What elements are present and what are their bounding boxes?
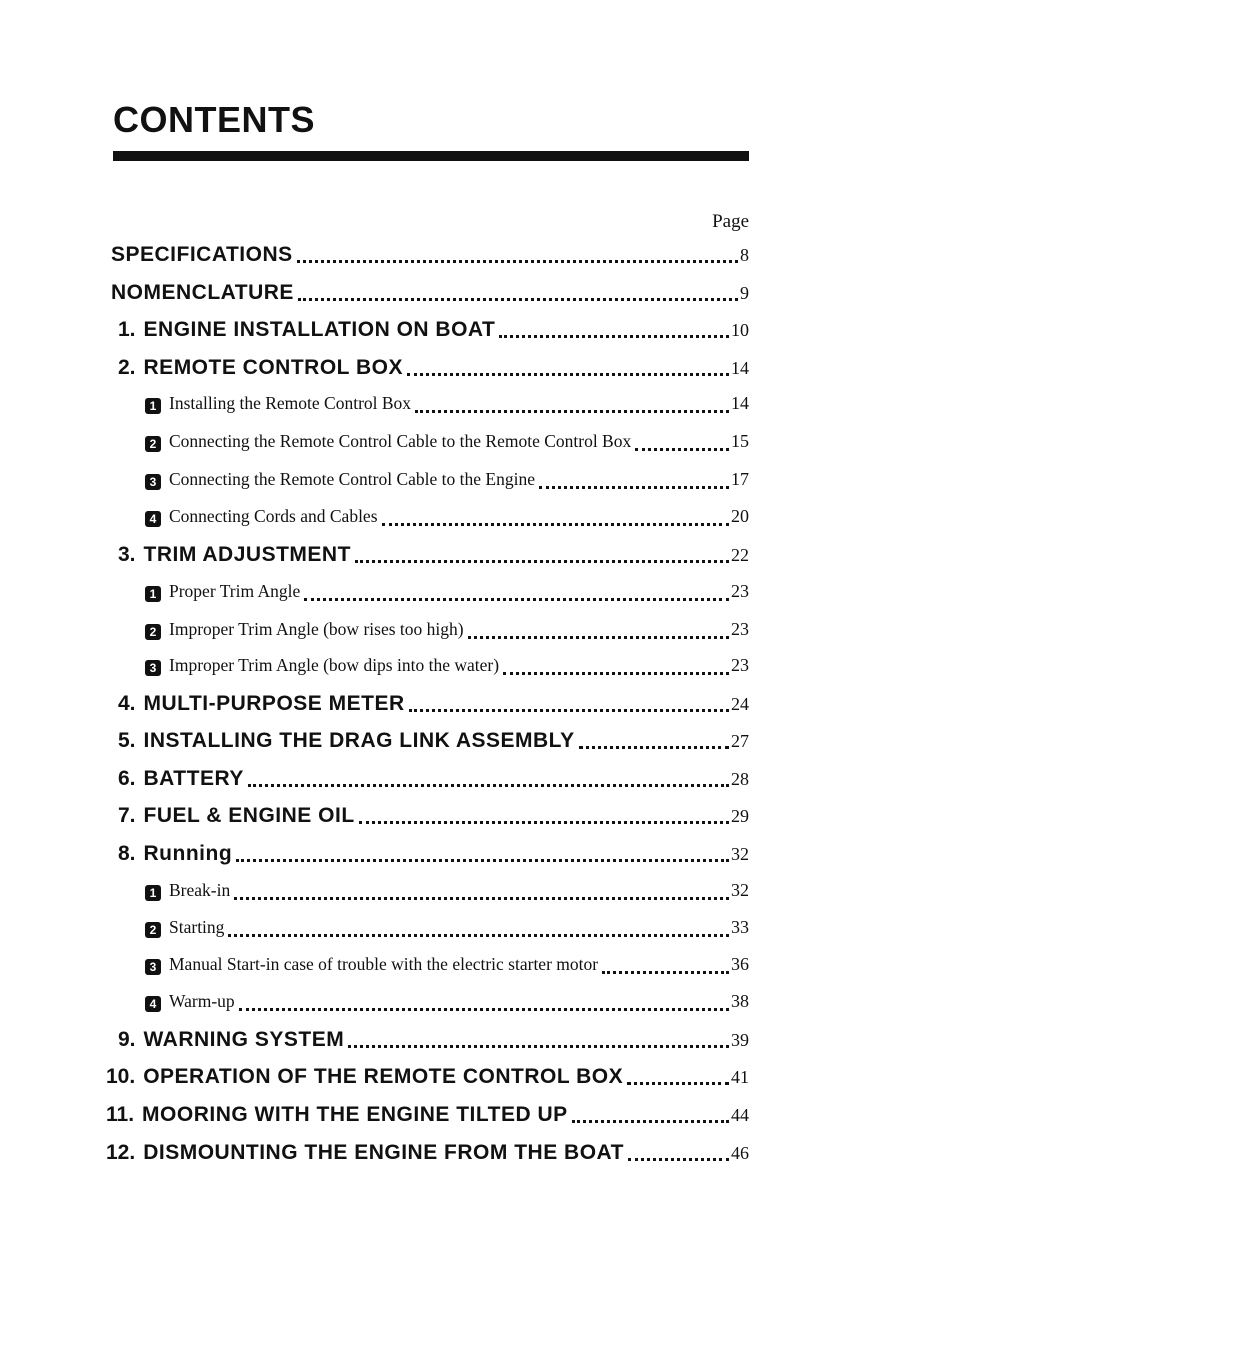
toc-subsection-entry: [145, 917, 749, 947]
subsection-number-badge: 4: [145, 996, 161, 1012]
page-number: 17: [731, 469, 749, 489]
toc-subsection-entry: [145, 991, 749, 1021]
entry-title: Installing the Remote Control Box: [169, 393, 412, 413]
subsection-number-badge: 2: [145, 922, 161, 938]
toc-section-entry: [106, 1065, 749, 1095]
toc-subsection-entry: [145, 880, 749, 910]
page-number: 23: [731, 581, 749, 601]
subsection-number-badge: 3: [145, 959, 161, 975]
toc-subsection-entry: [145, 393, 749, 423]
section-number: 3.: [118, 543, 136, 566]
entry-title: OPERATION OF THE REMOTE CONTROL BOX: [143, 1065, 624, 1088]
toc-section-entry: [118, 1028, 749, 1058]
toc-subsection-entry: [145, 506, 749, 536]
dot-leader: [236, 858, 729, 862]
dot-leader: [234, 896, 729, 900]
section-number: 10.: [106, 1065, 136, 1088]
toc-subsection-entry: [145, 431, 749, 461]
page-title: CONTENTS: [113, 99, 315, 140]
dot-leader: [572, 1119, 729, 1123]
dot-leader: [635, 447, 729, 451]
entry-title: Improper Trim Angle (bow dips into the water): [169, 655, 500, 675]
subsection-number-badge: 1: [145, 586, 161, 602]
page-number: 15: [731, 431, 749, 451]
entry-title: MULTI-PURPOSE METER: [143, 692, 405, 715]
section-number: 1.: [118, 318, 136, 341]
dot-leader: [602, 970, 729, 974]
entry-title: TRIM ADJUSTMENT: [143, 543, 351, 566]
entry-title: Starting: [169, 917, 225, 937]
page-number: 22: [731, 545, 749, 565]
entry-title: Connecting the Remote Control Cable to the Engine: [169, 469, 535, 489]
toc-section-entry: [118, 692, 749, 722]
page-number: 39: [731, 1030, 749, 1050]
toc-section-entry: [111, 281, 749, 311]
dot-leader: [359, 820, 729, 824]
toc-section-entry: [106, 1103, 749, 1133]
toc-subsection-entry: [145, 619, 749, 649]
entry-title: Break-in: [169, 880, 231, 900]
page-number: 44: [731, 1105, 749, 1125]
dot-leader: [579, 745, 729, 749]
subsection-number-badge: 3: [145, 660, 161, 676]
entry-title: REMOTE CONTROL BOX: [143, 356, 403, 379]
dot-leader: [627, 1081, 729, 1085]
page-number: 10: [731, 320, 749, 340]
dot-leader: [539, 485, 729, 489]
entry-title: Proper Trim Angle: [169, 581, 301, 601]
page-number: 8: [740, 245, 749, 265]
section-number: 4.: [118, 692, 136, 715]
entry-title: SPECIFICATIONS: [111, 243, 293, 266]
toc-section-entry: [118, 804, 749, 834]
section-number: 12.: [106, 1141, 136, 1164]
page-number: 32: [731, 844, 749, 864]
entry-title: INSTALLING THE DRAG LINK ASSEMBLY: [143, 729, 575, 752]
section-number: 9.: [118, 1028, 136, 1051]
page-number: 46: [731, 1143, 749, 1163]
dot-leader: [499, 334, 729, 338]
dot-leader: [355, 559, 729, 563]
section-number: 6.: [118, 767, 136, 790]
page-number: 38: [731, 991, 749, 1011]
dot-leader: [409, 708, 729, 712]
entry-title: BATTERY: [143, 767, 244, 790]
page-number: 41: [731, 1067, 749, 1087]
entry-title: FUEL & ENGINE OIL: [143, 804, 355, 827]
entry-title: Connecting the Remote Control Cable to the Remote Control Box: [169, 431, 632, 451]
toc-section-entry: [111, 243, 749, 273]
page-number: 23: [731, 655, 749, 675]
subsection-number-badge: 1: [145, 398, 161, 414]
dot-leader: [297, 259, 738, 263]
dot-leader: [407, 372, 729, 376]
subsection-number-badge: 2: [145, 624, 161, 640]
toc-section-entry: [118, 356, 749, 386]
page-number: 28: [731, 769, 749, 789]
toc-subsection-entry: [145, 469, 749, 499]
page-number: 14: [731, 358, 749, 378]
subsection-number-badge: 1: [145, 885, 161, 901]
dot-leader: [304, 597, 729, 601]
dot-leader: [628, 1157, 729, 1161]
dot-leader: [415, 409, 729, 413]
entry-title: Running: [143, 842, 233, 865]
toc-section-entry: [118, 729, 749, 759]
page-number: 24: [731, 694, 749, 714]
entry-title: Connecting Cords and Cables: [169, 506, 378, 526]
dot-leader: [503, 671, 729, 675]
dot-leader: [382, 522, 729, 526]
section-number: 8.: [118, 842, 136, 865]
page-number: 23: [731, 619, 749, 639]
entry-title: Manual Start-in case of trouble with the electric starter motor: [169, 954, 599, 974]
subsection-number-badge: 2: [145, 436, 161, 452]
entry-title: Improper Trim Angle (bow rises too high): [169, 619, 464, 639]
toc-section-entry: [118, 543, 749, 573]
page-number: 33: [731, 917, 749, 937]
section-number: 2.: [118, 356, 136, 379]
dot-leader: [468, 635, 729, 639]
entry-title: ENGINE INSTALLATION ON BOAT: [143, 318, 496, 341]
page-number: 9: [740, 283, 749, 303]
dot-leader: [248, 783, 729, 787]
section-number: 7.: [118, 804, 136, 827]
toc-section-entry: [118, 842, 749, 872]
page-number: 36: [731, 954, 749, 974]
page-number: 29: [731, 806, 749, 826]
entry-title: DISMOUNTING THE ENGINE FROM THE BOAT: [143, 1141, 624, 1164]
toc-section-entry: [118, 318, 749, 348]
page-number: 14: [731, 393, 749, 413]
toc-section-entry: [106, 1141, 749, 1171]
entry-title: WARNING SYSTEM: [143, 1028, 345, 1051]
toc-subsection-entry: [145, 581, 749, 611]
entry-title: Warm-up: [169, 991, 235, 1011]
toc-subsection-entry: [145, 954, 749, 984]
dot-leader: [239, 1007, 729, 1011]
toc-subsection-entry: [145, 655, 749, 685]
dot-leader: [348, 1044, 729, 1048]
page-number: 32: [731, 880, 749, 900]
section-number: 5.: [118, 729, 136, 752]
section-number: 11.: [106, 1103, 135, 1126]
dot-leader: [298, 297, 738, 301]
page-column-header: Page: [712, 211, 749, 232]
entry-title: MOORING WITH THE ENGINE TILTED UP: [142, 1103, 568, 1126]
page-number: 27: [731, 731, 749, 751]
dot-leader: [228, 933, 729, 937]
entry-title: NOMENCLATURE: [111, 281, 294, 304]
subsection-number-badge: 4: [145, 511, 161, 527]
subsection-number-badge: 3: [145, 474, 161, 490]
toc-section-entry: [118, 767, 749, 797]
page-number: 20: [731, 506, 749, 526]
